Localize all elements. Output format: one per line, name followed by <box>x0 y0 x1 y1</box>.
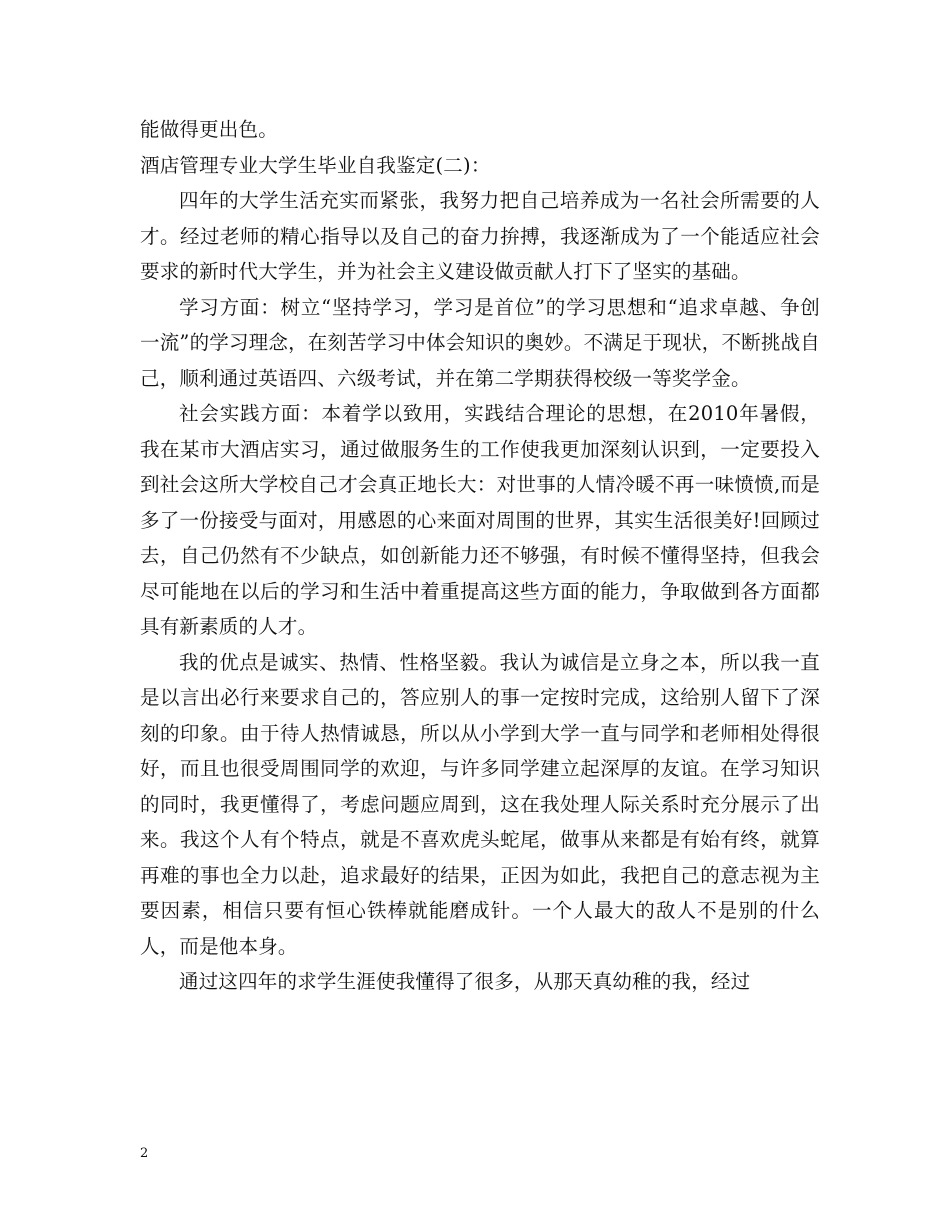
paragraph-strengths: 我的优点是诚实、热情、性格坚毅。我认为诚信是立身之本，所以我一直是以言出必行来要求自己的，答应别人的事一定按时完成，这给别人留下了深刻的印象。由于待人热情诚恳，所以从小学到大学一直与同学和老师相处得很好，而且也很受周围同学的欢迎，与许多同学建立起深厚的友谊。在学习知识的同时，我更懂得了，考虑问题应周到，这在我处理人际关系时充分展示了出来。我这个人有个特点，就是不喜欢虎头蛇尾，做事从来都是有始有终，就算再难的事也全力以赴，追求最好的结果，正因为如此，我把自己的意志视为主要因素，相信只要有恒心铁棒就能磨成针。一个人最大的敌人不是别的什么人，而是他本身。 <box>140 650 820 958</box>
document-body <box>140 112 820 1000</box>
section-heading: 酒店管理专业大学生毕业自我鉴定(二)： <box>140 153 491 177</box>
paragraph-intro: 四年的大学生活充实而紧张，我努力把自己培养成为一名社会所需要的人才。经过老师的精心指导以及自己的奋力拚搏，我逐渐成为了一个能适应社会要求的新时代大学生，并为社会主义建设做贡献人打下了坚实的基础。 <box>140 189 820 283</box>
paragraph-practice: 社会实践方面：本着学以致用，实践结合理论的思想，在2010年暑假，我在某市大酒店实习，通过做服务生的工作使我更加深刻认识到，一定要投入到社会这所大学校自己才会真正地长大：对世事的人情冷暖不再一味愤愤,而是多了一份接受与面对，用感恩的心来面对周围的世界，其实生活很美好!回顾过去，自己仍然有不少缺点，如创新能力还不够强，有时候不懂得坚持，但我会尽可能地在以后的学习和生活中着重提高这些方面的能力，争取做到各方面都具有新素质的人才。 <box>140 402 820 638</box>
continued-text-line: 能做得更出色。 <box>140 118 278 141</box>
paragraph-closing: 通过这四年的求学生涯使我懂得了很多，从那天真幼稚的我，经过 <box>179 970 751 993</box>
page-number: 2 <box>140 1146 149 1161</box>
paragraph-study: 学习方面：树立“坚持学习，学习是首位”的学习思想和“追求卓越、争创一流”的学习理念，在刻苦学习中体会知识的奥妙。不满足于现状，不断挑战自己，顺利通过英语四、六级考试，并在第二学期获得校级一等奖学金。 <box>140 295 820 390</box>
